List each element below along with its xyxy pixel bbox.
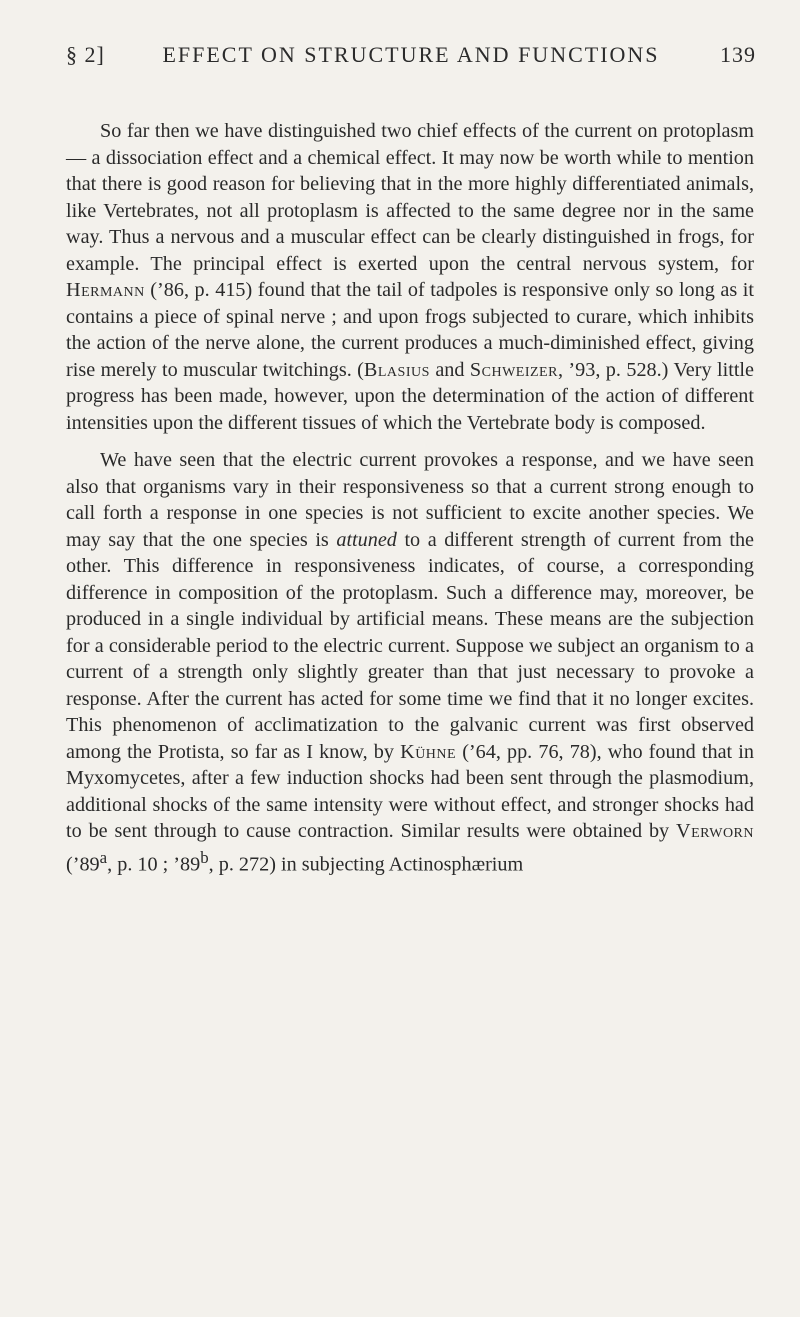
text-run: (’86, p. 415) found that the tail of tadpoles is responsive only so long as it contains a piece of spinal nerve ; and upon frogs subjected to curare, which inhibits the action of the nerve alone, the current produces a much-diminished effect, giving rise merely to muscular twitchings. ( [66, 279, 754, 381]
body-text [66, 118, 754, 878]
author-name: Blasius [363, 358, 430, 381]
text-run: to a different strength of current from the other. This difference in responsiveness indicates, of course, a corresponding difference in composition of the protoplasm. Such a difference may, moreover, be produced in a single individual by artificial means. These means are the subjection for a considerable period to the electric current. Suppose we subject an organism to a current of a strength only slightly greater than that just necessary to provoke a response. After the current has acted for some time we find that it no longer excites. This phenomenon of acclimatization to the galvanic current was first observed among the Protista, so far as I know, by [66, 528, 754, 763]
running-title: EFFECT ON STRUCTURE AND FUNCTIONS [162, 42, 660, 67]
text-run: , ’93, p. 528.) Very little progress has been made, however, upon the determination of the action of different intensities upon the different tissues of which the Vertebrate body is composed. [66, 358, 755, 434]
text-run: (’64, pp. 76, 78), who found that in Myxomycetes, after a few induction shocks had been sent through the plasmodium, additional shocks of the same intensity were without effect, and stronger shocks had to be sent through to cause contraction. Similar results were obtained by [66, 740, 754, 842]
emphasis: attuned [336, 528, 397, 551]
text-run: So far then we have distinguished two chief effects of the current on protoplasm — a dissociation effect and a chemical effect. It may now be worth while to mention that there is good reason for believing that in the more highly differentiated animals, like Vertebrates, not all protoplasm is affected to the same degree nor in the same way. Thus a nervous and a muscular effect can be clearly distinguished in frogs, for example. The principal effect is exerted upon the central nervous system, for [66, 120, 754, 275]
text-run: and [429, 358, 470, 381]
section-marker: § 2] [66, 42, 105, 67]
text-run: , p. 272) in subjecting Actinosphærium [208, 853, 524, 876]
superscript: b [200, 847, 209, 867]
paragraph-1 [66, 118, 754, 436]
author-name: Schweizer [469, 358, 558, 381]
author-name: Hermann [66, 279, 145, 301]
text-run: We have seen that the electric current provokes a response, and we have seen also that organisms vary in their responsiveness so that a current strong enough to call forth a response in one species is not sufficient to excite another species. We may say that the one species is [66, 449, 754, 551]
running-header [66, 42, 756, 78]
author-name: Kühne [400, 740, 457, 763]
superscript: a [99, 847, 108, 867]
paragraph-2 [66, 447, 754, 878]
text-run: , p. 10 ; ’89 [107, 853, 201, 876]
page-number: 139 [720, 42, 756, 67]
text-run: (’89 [66, 853, 100, 876]
author-name: Verworn [676, 820, 754, 842]
